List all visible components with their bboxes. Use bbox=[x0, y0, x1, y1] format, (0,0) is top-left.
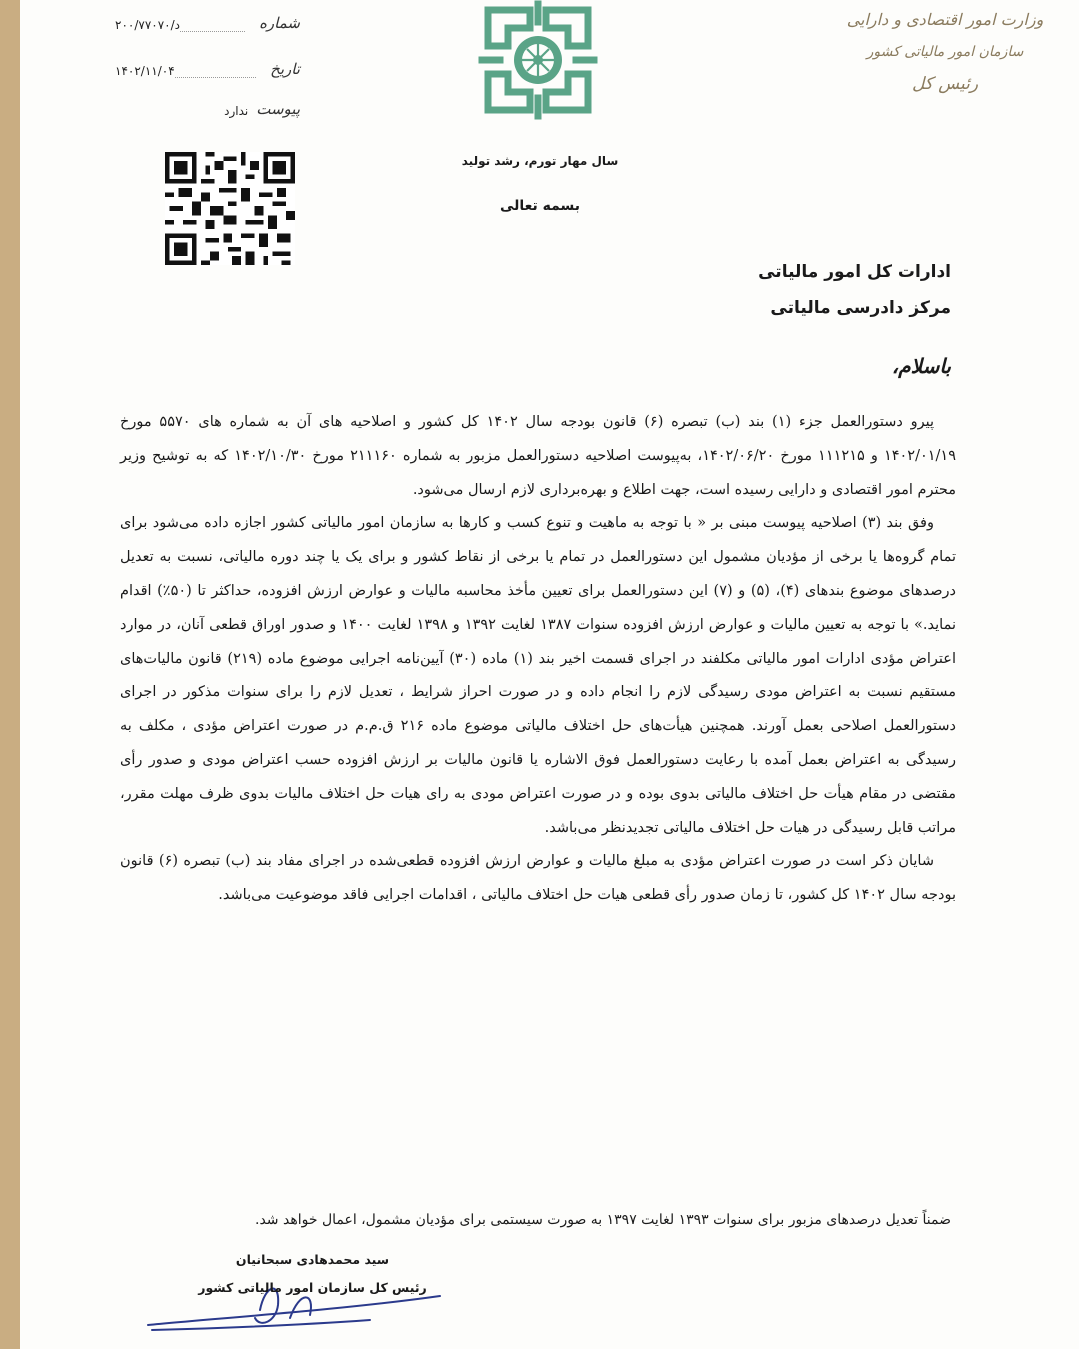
head-title: رئیس کل bbox=[911, 74, 979, 94]
qr-code-icon bbox=[165, 152, 295, 265]
letter-number-row bbox=[115, 14, 300, 32]
letter-attachment-value: ندارد bbox=[224, 104, 249, 118]
paragraph-1: پیرو دستورالعمل جزء (۱) بند (ب) تبصره (۶) قانون بودجه سال ۱۴۰۲ کل کشور و اصلاحیه های آن به شماره های ۵۵۷۰ مورخ ۱۴۰۲/۰۱/۱۹ و ۱۱۱۲۱۵ مورخ ۱۴۰۲/۰۶/۲۰، به‌پیوست اصلاحیه دستورالعمل مزبور به شماره ۲۱۱۱۶۰ مورخ ۱۴۰۲/۱۰/۳۰ که به توشیح وزیر محترم امور اقتصادی و دارایی رسیده است، جهت اطلاع و بهره‌برداری لازم ارسال می‌شود. bbox=[120, 414, 957, 498]
organization-name: سازمان امور مالیاتی کشور bbox=[866, 44, 1024, 60]
letter-date-value: ۱۴۰۲/۱۱/۰۴ bbox=[115, 64, 175, 78]
letter-body bbox=[120, 406, 956, 913]
letter-date-row bbox=[115, 60, 300, 78]
page-edge bbox=[0, 0, 20, 1349]
letter-attachment-row bbox=[215, 100, 300, 118]
ministry-header bbox=[825, 4, 1065, 100]
greeting: باسلام، bbox=[891, 354, 951, 378]
year-slogan: سال مهار تورم، رشد تولید bbox=[461, 154, 619, 168]
signatory-title: رئیس کل سازمان امور مالیاتی کشور bbox=[198, 1280, 427, 1295]
paragraph-2: وفق بند (۳) اصلاحیه پیوست مبنی بر « با توجه به ماهیت و تنوع کسب و کارها به سازمان امور مالیاتی کشور اجازه داده می‌شود برای تمام گروه‌ها یا برخی از مؤدیان مشمول این دستورالعمل در تمام یا برخی از نقاط کشور و برای یک یا چند دوره مالیاتی، نسبت به تعدیل درصدهای موضوع بندهای (۴)، (۵) و (۷) این دستورالعمل برای تعیین مأخذ محاسبه مالیات و عوارض ارزش افزوده، حداکثر تا (۵۰٪) اقدام نماید.» با توجه به تعیین مالیات و عوارض ارزش افزوده سنوات ۱۳۸۷ لغایت ۱۳۹۲ و ۱۳۹۸ لغایت ۱۴۰۰ و صدور اوراق قطعی آنان، در موارد اعتراض مؤدی ادارات امور مالیاتی مکلفند در اجرای قسمت اخیر بند (۱) ماده (۳۰) آیین‌نامه اجرایی موضوع ماده (۲۱۹) قانون مالیات‌های مستقیم نسبت به اعتراض مودی رسیدگی لازم را انجام داده و در صورت احراز شرایط ، تعدیل لازم را برای سنوات مذکور در اجرای دستورالعمل اصلاحی بعمل آورند. همچنین هیأت‌های حل اختلاف مالیاتی موضوع ماده ۲۱۶ ق.م.م در صورت اعتراض مؤدی ، مکلف به رسیدگی به اعتراض بعمل آمده با رعایت دستورالعمل فوق الاشاره یا قانون مالیات بر ارزش افزوده حسب اعتراض مودی و صدور رأی مقتضی در مقام هیأت حل اختلاف مالیاتی بدوی بوده و در صورت اعتراض مودی به رای هیات حل اختلاف مالیات بدوی ظرف مهلت مقرر، مراتب قابل رسیدگی در هیات حل اختلاف مالیاتی تجدیدنظر می‌باشد. bbox=[120, 515, 956, 836]
recipient-line-2: مرکز دادرسی مالیاتی bbox=[770, 298, 951, 318]
letter-attachment-label: پیوست bbox=[256, 100, 300, 118]
letter-date-label: تاریخ bbox=[270, 60, 300, 78]
ministry-name: وزارت امور اقتصادی و دارایی bbox=[846, 10, 1044, 29]
tax-organization-logo-icon bbox=[478, 0, 598, 120]
letter-number-label: شماره bbox=[259, 14, 300, 32]
closing-note: ضمناً تعدیل درصدهای مزبور برای سنوات ۱۳۹۳ لغایت ۱۳۹۷ به صورت سیستمی برای مؤدیان مشمول، اعمال خواهد شد. bbox=[255, 1212, 951, 1228]
recipient-line-1: ادارات کل امور مالیاتی bbox=[758, 262, 951, 282]
paragraph-3: شایان ذکر است در صورت اعتراض مؤدی به مبلغ مالیات و عوارض ارزش افزوده قطعی‌شده در اجرای مفاد بند (ب) تبصره (۶) قانون بودجه سال ۱۴۰۲ کل کشور، تا زمان صدور رأی قطعی هیات حل اختلاف مالیاتی ، اقدامات اجرایی فاقد موضوعیت می‌باشد. bbox=[120, 853, 956, 904]
signatory-name: سید محمدهادی سبحانیان bbox=[235, 1252, 390, 1267]
basmala: بسمه تعالی bbox=[499, 198, 581, 214]
letter-number-value: د/۲۰۰/۷۷۰۷۰ bbox=[115, 18, 180, 32]
